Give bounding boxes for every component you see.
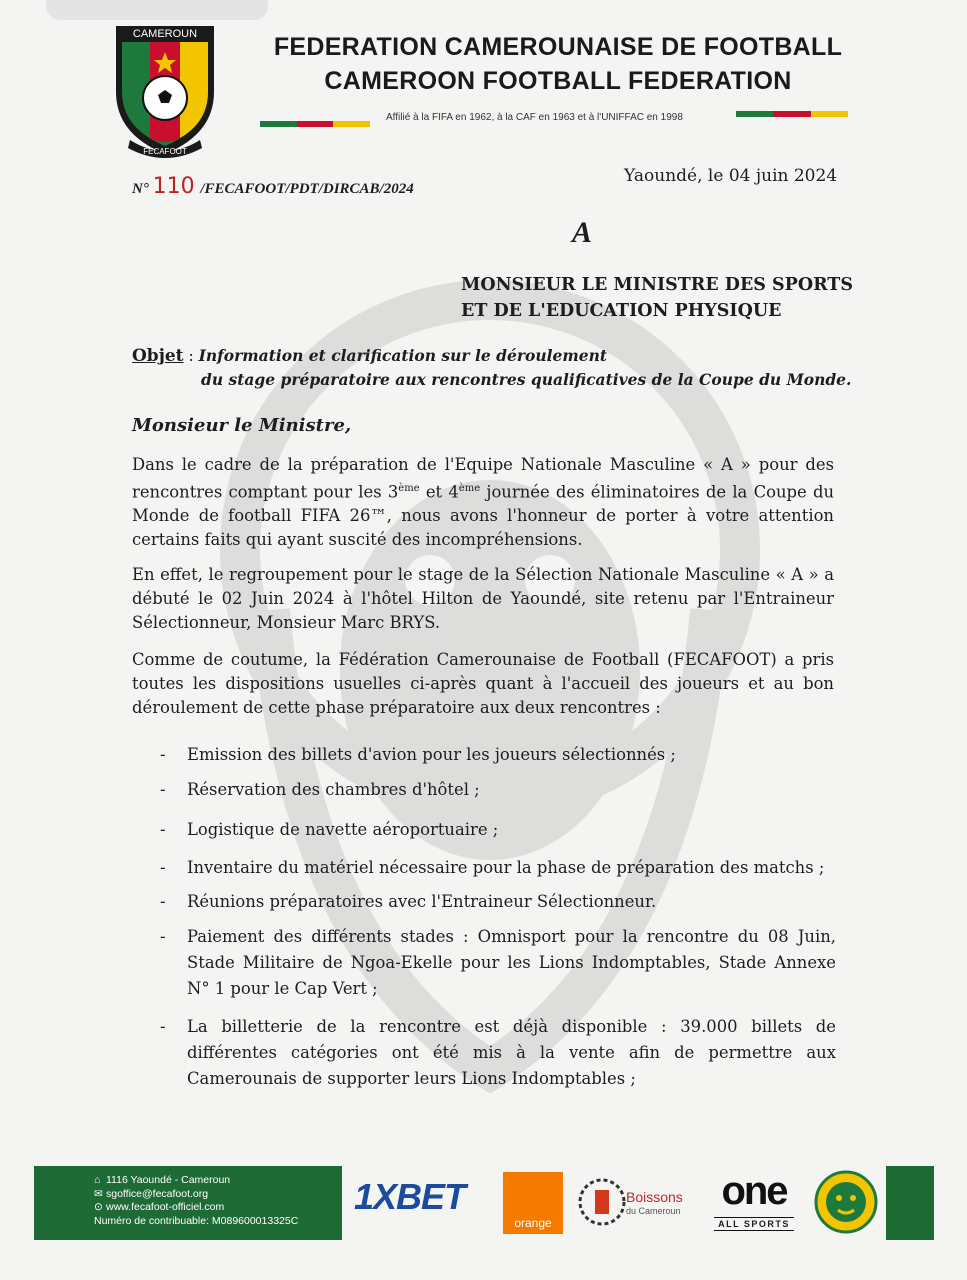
p1-sup-1: ème [398,483,420,494]
p1-part-a: Dans le cadre de la préparation de l'Equipe Nationale Masculine « A » pour des rencontres comptant pour les 3 [132,455,834,502]
p1-sup-2: ème [458,483,481,494]
subject-line1: Information et clarification sur le déroulement [198,346,608,365]
footer-contact-block [34,1166,342,1240]
boissons-text: Boissons [626,1189,683,1205]
p1-part-b: et 4 [419,482,459,502]
paragraph-2: En effet, le regroupement pour le stage de la Sélection Nationale Masculine « A » a débuté le 02 Juin 2024 à l'hôtel Hilton de Yaoundé, site retenu par l'Entraineur Sélectionneur, Monsieur Marc BRYS. [132,565,834,632]
flag-stripe-right [736,111,848,117]
addressee-line2: ET DE L'EDUCATION PHYSIQUE [461,301,782,321]
title-fr: FEDERATION CAMEROUNAISE DE FOOTBALL [273,33,843,61]
letter-date: Yaoundé, le 04 juin 2024 [624,166,838,186]
subject-line2: du stage préparatoire aux rencontres qualificatives de la Coupe du Monde. [201,370,852,389]
footer-taxpayer: Numéro de contribuable: M089600013325C [94,1214,299,1227]
sponsor-orange-logo: orange [503,1172,563,1234]
sponsor-1xbet-logo: 1XBET [354,1176,466,1217]
ref-suffix: /FECAFOOT/PDT/DIRCAB/2024 [200,181,414,197]
paragraph-1 [132,453,834,552]
crest-top-text: CAMEROUN [132,28,198,40]
ref-handwritten-number: 110 [152,174,195,199]
top-overlay-tab [46,0,268,20]
list-item: - Réservation des chambres d'hôtel ; [132,777,836,803]
addressee [461,272,853,324]
subject-label: Objet [132,346,184,366]
crest-bottom-text: FECAFOOT [143,147,187,156]
ref-prefix: N° [132,181,149,197]
list-item: - Inventaire du matériel nécessaire pour la phase de préparation des matchs ; [132,855,836,881]
reference-number [132,174,414,199]
web-icon: ⊙ [94,1201,103,1213]
addressee-line1: MONSIEUR LE MINISTRE DES SPORTS [461,275,853,295]
footer-address: 1116 Yaoundé - Cameroun [106,1174,231,1186]
boissons-subtext: du Cameroun [626,1206,681,1216]
one-subtext: ALL SPORTS [714,1217,794,1231]
mail-icon: ✉ [94,1187,103,1200]
p1-part-c: journée des éliminatoires de la Coupe du Monde de football FIFA 26™, nous avons l'honneur de porter à votre attention certains faits qui ayant suscité des incompréhensions. [132,482,835,550]
list-item: - Réunions préparatoires avec l'Entraineur Sélectionneur. [132,889,836,915]
footer-email: sgoffice@fecafoot.org [106,1187,209,1200]
sponsor-one-logo [702,1170,806,1231]
list-item: - Logistique de navette aéroportuaire ; [132,817,836,843]
home-icon: ⌂ [94,1174,101,1186]
a-letter: A [572,216,593,249]
lion-emblem-icon [814,1170,878,1234]
fecafoot-crest-logo [110,22,220,160]
list-item: - La billetterie de la rencontre est déjà disponible : 39.000 billets de différentes catégories ont été mis à la vente afin de permettre aux Camerounais de supporter leurs Lions Indomptables ; [132,1014,836,1092]
sponsor-boissons-logo [578,1172,698,1232]
affiliation-text: Affilié à la FIFA en 1962, à la CAF en 1963 et à l'UNIFFAC en 1998 [386,112,683,123]
footer-website: www.fecafoot-officiel.com [106,1201,225,1213]
footer-green-bar [886,1166,934,1240]
list-item: - Emission des billets d'avion pour les joueurs sélectionnés ; [132,742,836,768]
greeting: Monsieur le Ministre, [132,415,352,436]
paragraph-3: Comme de coutume, la Fédération Camerounaise de Football (FECAFOOT) a pris toutes les dispositions usuelles ci-après quant à l'accueil des joueurs et au bon déroulement de cette phase préparatoire aux deux rencontres : [132,650,834,717]
one-text: one [721,1169,787,1213]
federation-title [258,30,858,98]
list-item: - Paiement des différents stades : Omnisport pour la rencontre du 08 Juin, Stade Militaire de Ngoa-Ekelle pour les Lions Indomptables, Stade Annexe N° 1 pour le Cap Vert ; [132,924,836,1002]
title-en: CAMEROON FOOTBALL FEDERATION [324,67,792,95]
subject-block: Objet : Information et clarification sur le déroulement du stage préparatoire aux rencontres qualificatives de la Coupe du Monde. [132,344,851,392]
flag-stripe-left [260,121,370,127]
